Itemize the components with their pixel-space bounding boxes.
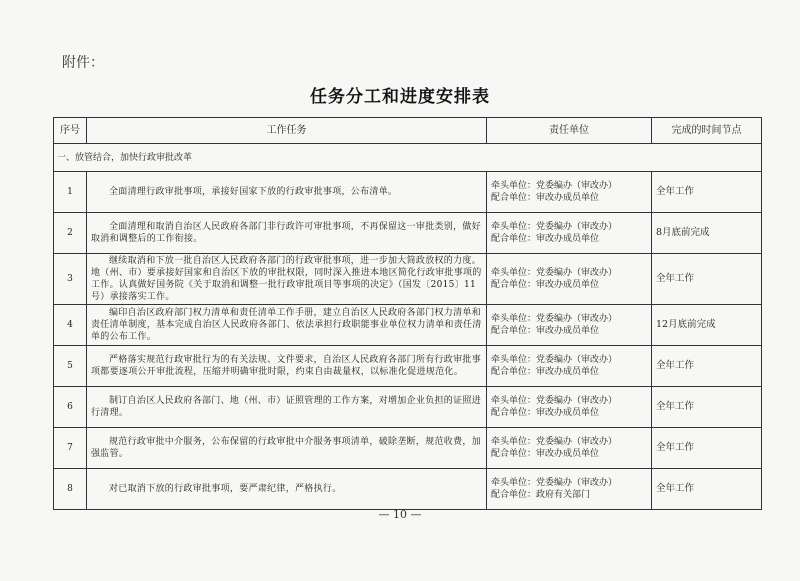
row-number: 8 (54, 469, 87, 510)
row-deadline: 全年工作 (652, 469, 762, 510)
section-title: 一、放管结合，加快行政审批改革 (54, 144, 762, 172)
row-task: 严格落实规范行政审批行为的有关法规、文件要求，自治区人民政府各部门所有行政审批事项都要逐项公开审批流程，压缩并明确审批时限，约束自由裁量权，以标准化促进规范化。 (87, 346, 487, 387)
table-row (54, 305, 762, 346)
row-number: 2 (54, 213, 87, 254)
row-deadline: 全年工作 (652, 172, 762, 213)
row-deadline: 全年工作 (652, 387, 762, 428)
section-row (54, 144, 762, 172)
coop-unit: 配合单位：审改办成员单位 (491, 408, 600, 418)
table-row (54, 346, 762, 387)
page-number: — 10 — (378, 508, 422, 521)
lead-unit: 牵头单位：党委编办（审改办） (491, 396, 618, 406)
row-unit (487, 428, 652, 469)
row-task: 编印自治区政府部门权力清单和责任清单工作手册，建立自治区人民政府各部门权力清单和责任清单制度，基本完成自治区人民政府各部门、依法承担行政职能事业单位权力清单和责任清单的公布工作。 (87, 305, 487, 346)
table-header-row (54, 118, 762, 144)
row-unit (487, 346, 652, 387)
header-task: 工作任务 (87, 118, 487, 144)
row-deadline: 全年工作 (652, 428, 762, 469)
coop-unit: 配合单位：审改办成员单位 (491, 367, 600, 377)
attachment-label: 附件： (62, 55, 104, 71)
row-deadline: 12月底前完成 (652, 305, 762, 346)
lead-unit: 牵头单位：党委编办（审改办） (491, 222, 618, 232)
row-task: 全面清理和取消自治区人民政府各部门非行政许可审批事项，不再保留这一审批类别，做好取消和调整后的工作衔接。 (87, 213, 487, 254)
table-row (54, 428, 762, 469)
row-deadline: 全年工作 (652, 254, 762, 305)
table-row (54, 469, 762, 510)
row-task: 规范行政审批中介服务，公布保留的行政审批中介服务事项清单，破除垄断，规范收费，加强监管。 (87, 428, 487, 469)
coop-unit: 配合单位：审改办成员单位 (491, 449, 600, 459)
header-num: 序号 (54, 118, 87, 144)
task-table (53, 117, 762, 510)
lead-unit: 牵头单位：党委编办（审改办） (491, 437, 618, 447)
row-unit (487, 305, 652, 346)
row-number: 4 (54, 305, 87, 346)
table-row (54, 213, 762, 254)
row-deadline: 全年工作 (652, 346, 762, 387)
lead-unit: 牵头单位：党委编办（审改办） (491, 268, 618, 278)
coop-unit: 配合单位：审改办成员单位 (491, 234, 600, 244)
row-number: 3 (54, 254, 87, 305)
row-number: 1 (54, 172, 87, 213)
row-task: 制订自治区人民政府各部门、地（州、市）证照管理的工作方案，对增加企业负担的证照进行清理。 (87, 387, 487, 428)
coop-unit: 配合单位：政府有关部门 (491, 490, 591, 500)
row-unit (487, 469, 652, 510)
row-number: 6 (54, 387, 87, 428)
coop-unit: 配合单位：审改办成员单位 (491, 280, 600, 290)
lead-unit: 牵头单位：党委编办（审改办） (491, 181, 618, 191)
row-number: 7 (54, 428, 87, 469)
row-unit (487, 387, 652, 428)
row-unit (487, 254, 652, 305)
header-time: 完成的时间节点 (652, 118, 762, 144)
row-task: 继续取消和下放一批自治区人民政府各部门的行政审批事项，进一步加大简政放权的力度。地（州、市）要承接好国家和自治区下放的审批权限，同时深入推进本地区简化行政审批事项的工作。认真做好国务院《关于取消和调整一批行政审批项目等事项的决定》（国发〔2015〕11号）承接落实工作。 (87, 254, 487, 305)
row-number: 5 (54, 346, 87, 387)
lead-unit: 牵头单位：党委编办（审改办） (491, 355, 618, 365)
row-unit (487, 213, 652, 254)
coop-unit: 配合单位：审改办成员单位 (491, 193, 600, 203)
page-title: 任务分工和进度安排表 (310, 87, 490, 107)
table-row (54, 254, 762, 305)
row-task: 对已取消下放的行政审批事项，要严肃纪律，严格执行。 (87, 469, 487, 510)
coop-unit: 配合单位：审改办成员单位 (491, 326, 600, 336)
row-deadline: 8月底前完成 (652, 213, 762, 254)
lead-unit: 牵头单位：党委编办（审改办） (491, 314, 618, 324)
header-unit: 责任单位 (487, 118, 652, 144)
row-task: 全面清理行政审批事项，承接好国家下放的行政审批事项，公布清单。 (87, 172, 487, 213)
table-row (54, 172, 762, 213)
table-row (54, 387, 762, 428)
lead-unit: 牵头单位：党委编办（审改办） (491, 478, 618, 488)
row-unit (487, 172, 652, 213)
